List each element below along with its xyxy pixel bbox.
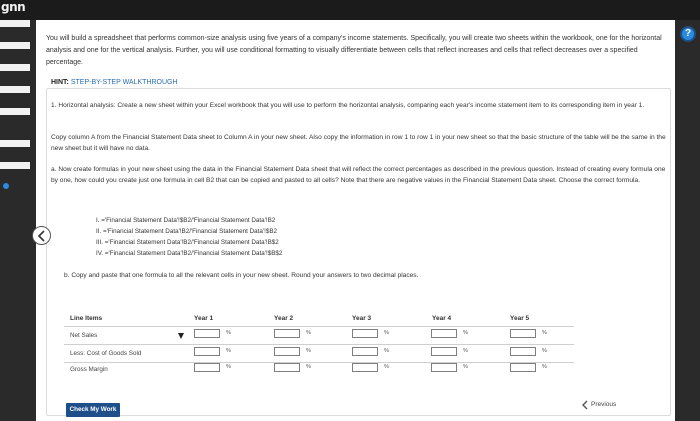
percent-sign: % (226, 364, 231, 370)
row-label-net-sales: Net Sales (70, 332, 98, 339)
column-header-year-1: Year 1 (194, 315, 214, 322)
formula-option: II. ='Financial Statement Data'!B2/'Financial Statement Data'!$B2 (96, 228, 278, 235)
percent-sign: % (463, 348, 468, 354)
top-bar (0, 0, 700, 20)
rail-item[interactable] (0, 162, 30, 169)
percent-input[interactable] (352, 363, 378, 372)
percent-input[interactable] (274, 363, 300, 372)
check-my-work-button[interactable]: Check My Work (66, 403, 120, 417)
row-label-cogs: Less: Cost of Goods Sold (70, 350, 142, 357)
back-button[interactable] (32, 226, 51, 245)
hint-label: HINT: (51, 79, 69, 86)
rail-item[interactable] (0, 86, 30, 93)
previous-button[interactable] (581, 397, 631, 413)
column-header-line-items: Line Items (70, 315, 103, 322)
left-rail (0, 20, 36, 421)
step-1-text: 1. Horizontal analysis: Create a new sheet within your Excel workbook that you will use to perform the horizontal analysis, comparing each year's income statement item to its corresponding item in year 1. (51, 102, 645, 109)
percent-sign: % (542, 364, 547, 370)
percent-input[interactable] (431, 329, 457, 338)
percent-input[interactable] (274, 347, 300, 356)
rail-item[interactable] (0, 64, 30, 71)
hint-line (51, 79, 178, 86)
walkthrough-link[interactable]: STEP-BY-STEP WALKTHROUGH (70, 79, 178, 86)
percent-input[interactable] (510, 363, 536, 372)
percent-sign: % (384, 348, 389, 354)
column-header-year-5: Year 5 (510, 315, 530, 322)
table-rule (64, 344, 574, 345)
rail-current-dot (3, 183, 9, 189)
percent-sign: % (226, 348, 231, 354)
brand-logo: gnn (1, 0, 26, 14)
percent-sign: % (306, 330, 311, 336)
percent-input[interactable] (194, 363, 220, 372)
part-b-text: b. Copy and paste that one formula to all the relevant cells in your new sheet. Round your answers to two decimal places. (64, 272, 419, 279)
chevron-left-icon (581, 400, 589, 410)
intro-text: You will build a spreadsheet that performs common-size analysis using five years of a company's income statements. Specifically, you will create two sheets within the workbook, one for the horizontal analysis and one for the vertical analysis. Further, you will use conditional formatting to visually differentiate between cells that reflect increases and cells that reflect decreases over a specified percentage. (46, 35, 662, 66)
part-a-text: a. Now create formulas in your new sheet using the data in the Financial Statement Data sheet that will reflect the correct percentages as described in the previous question. Instead of creating every formula one by one, how could you create just one formula in cell B2 that can be copied and pasted to all cells? Note that there are negative values in the Financial Statement Data sheet. Choose the correct formula. (51, 166, 666, 184)
rail-item[interactable] (0, 108, 30, 115)
row-label-gross-margin: Gross Margin (70, 366, 108, 373)
percent-sign: % (226, 330, 231, 336)
column-header-year-4: Year 4 (432, 315, 452, 322)
rail-item[interactable] (0, 42, 30, 49)
right-rail (675, 20, 700, 421)
table-rule (64, 326, 574, 327)
percent-input[interactable] (352, 347, 378, 356)
percent-input[interactable] (194, 329, 220, 338)
column-header-year-3: Year 3 (352, 315, 372, 322)
rail-item[interactable] (0, 140, 30, 147)
percent-sign: % (306, 364, 311, 370)
percent-sign: % (463, 364, 468, 370)
percent-sign: % (306, 348, 311, 354)
formula-option: I. ='Financial Statement Data'!$B2/'Financial Statement Data'!B2 (96, 217, 276, 224)
percent-sign: % (542, 330, 547, 336)
rail-item[interactable] (0, 20, 30, 27)
percent-sign: % (542, 348, 547, 354)
percent-sign: % (384, 330, 389, 336)
percent-input[interactable] (352, 329, 378, 338)
question-panel (36, 20, 675, 421)
chevron-left-icon (37, 230, 47, 242)
percent-sign: % (384, 364, 389, 370)
formula-option: IV. ='Financial Statement Data'!B2/'Financial Statement Data'!$B$2 (96, 250, 283, 257)
mouse-cursor (178, 333, 184, 339)
percent-input[interactable] (431, 363, 457, 372)
percent-input[interactable] (510, 329, 536, 338)
formula-option: III. ='Financial Statement Data'!B2/'Financial Statement Data'!B$2 (96, 239, 279, 246)
percent-input[interactable] (194, 347, 220, 356)
column-header-year-2: Year 2 (274, 315, 294, 322)
percent-input[interactable] (274, 329, 300, 338)
table-rule (64, 362, 574, 363)
percent-input[interactable] (431, 347, 457, 356)
previous-label: Previous (591, 401, 617, 408)
percent-sign: % (463, 330, 468, 336)
help-icon[interactable]: ? (680, 26, 696, 42)
percent-input[interactable] (510, 347, 536, 356)
copy-instructions: Copy column A from the Financial Statement Data sheet to Column A in your new sheet. Also copy the information in row 1 to row 1 in your new sheet so that the basic structure of the table will be the same in the new sheet but it will have no data. (51, 134, 666, 152)
